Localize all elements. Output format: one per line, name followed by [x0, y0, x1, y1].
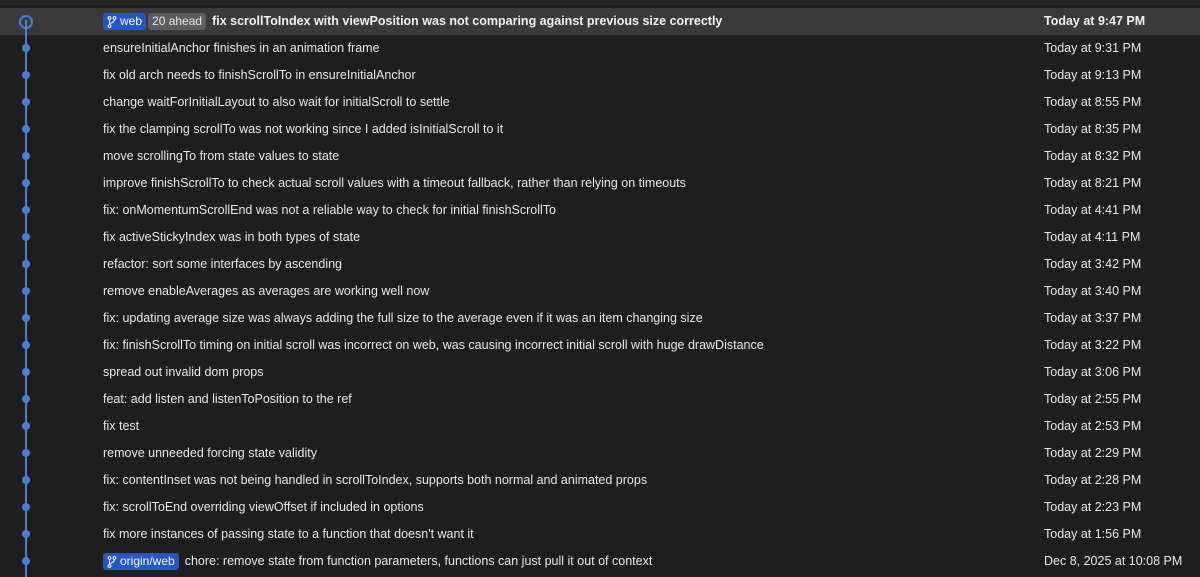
commit-row[interactable]	[0, 467, 1200, 494]
commit-date: Today at 2:28 PM	[1044, 473, 1142, 487]
commit-row[interactable]	[0, 278, 1200, 305]
commit-date: Today at 3:37 PM	[1044, 311, 1142, 325]
commit-row[interactable]	[0, 440, 1200, 467]
branch-icon	[107, 556, 117, 568]
commit-subject: fix: scrollToEnd overriding viewOffset if included in options	[103, 500, 424, 514]
commit-node[interactable]	[22, 395, 30, 403]
commit-date: Today at 2:55 PM	[1044, 392, 1142, 406]
branch-label: web	[120, 14, 143, 28]
commit-date: Today at 4:11 PM	[1044, 230, 1141, 244]
commit-subject: remove unneeded forcing state validity	[103, 446, 318, 460]
commit-row[interactable]	[0, 89, 1200, 116]
commit-subject: chore: remove state from function parameters, functions can just pull it out of context	[184, 554, 653, 568]
commit-subject: ensureInitialAnchor finishes in an animation frame	[103, 41, 380, 55]
branch-badge-web[interactable]	[103, 13, 146, 30]
commit-row[interactable]	[0, 224, 1200, 251]
commit-date: Today at 4:41 PM	[1044, 203, 1142, 217]
commit-subject: remove enableAverages as averages are working well now	[103, 284, 430, 298]
commit-subject: fix: finishScrollTo timing on initial scroll was incorrect on web, was causing incorrect initial scroll with huge drawDistance	[103, 338, 764, 352]
commit-row[interactable]	[0, 332, 1200, 359]
commit-subject: fix: onMomentumScrollEnd was not a reliable way to check for initial finishScrollTo	[103, 203, 556, 217]
commit-subject: refactor: sort some interfaces by ascending	[103, 257, 343, 271]
head-commit-node[interactable]	[19, 15, 33, 29]
commit-row[interactable]	[0, 359, 1200, 386]
commit-subject: fix test	[103, 419, 140, 433]
commit-date: Today at 9:47 PM	[1044, 14, 1146, 28]
commit-row[interactable]	[0, 251, 1200, 278]
commit-node[interactable]	[22, 503, 30, 511]
commit-subject: fix old arch needs to finishScrollTo in ensureInitialAnchor	[103, 68, 416, 82]
commit-node[interactable]	[22, 125, 30, 133]
commit-node[interactable]	[22, 233, 30, 241]
commit-subject: feat: add listen and listenToPosition to the ref	[103, 392, 352, 406]
commit-row[interactable]	[0, 62, 1200, 89]
commit-node[interactable]	[22, 530, 30, 538]
commit-subject: spread out invalid dom props	[103, 365, 264, 379]
commit-message	[103, 8, 722, 35]
branch-label: origin/web	[120, 554, 175, 568]
commit-date: Today at 9:31 PM	[1044, 41, 1142, 55]
commit-node[interactable]	[22, 476, 30, 484]
commit-row-selected[interactable]	[0, 8, 1200, 35]
commit-row[interactable]	[0, 170, 1200, 197]
commit-subject: change waitForInitialLayout to also wait for initialScroll to settle	[103, 95, 450, 109]
commit-subject: fix: updating average size was always adding the full size to the average even if it was an item changing size	[103, 311, 703, 325]
commit-node[interactable]	[22, 44, 30, 52]
commit-row[interactable]	[0, 548, 1200, 575]
commit-row[interactable]	[0, 413, 1200, 440]
commit-date: Today at 3:42 PM	[1044, 257, 1142, 271]
commit-subject: fix more instances of passing state to a function that doesn't want it	[103, 527, 474, 541]
commit-node[interactable]	[22, 422, 30, 430]
commit-date: Today at 8:21 PM	[1044, 176, 1142, 190]
commit-row[interactable]	[0, 143, 1200, 170]
commit-date: Today at 9:13 PM	[1044, 68, 1142, 82]
commit-date: Today at 3:06 PM	[1044, 365, 1142, 379]
branch-badge-origin-web[interactable]	[103, 553, 179, 570]
commit-row[interactable]	[0, 386, 1200, 413]
commit-row[interactable]	[0, 116, 1200, 143]
commit-subject: fix scrollToIndex with viewPosition was not comparing against previous size correctly	[212, 14, 723, 28]
commit-date: Today at 8:32 PM	[1044, 149, 1142, 163]
commit-date: Today at 8:55 PM	[1044, 95, 1142, 109]
commit-node[interactable]	[22, 260, 30, 268]
commit-subject: fix: contentInset was not being handled in scrollToIndex, supports both normal and animated props	[103, 473, 648, 487]
commit-node[interactable]	[22, 341, 30, 349]
commit-date: Today at 1:56 PM	[1044, 527, 1142, 541]
commit-row[interactable]	[0, 197, 1200, 224]
commit-subject: fix the clamping scrollTo was not working since I added isInitialScroll to it	[103, 122, 504, 136]
commit-date: Today at 2:23 PM	[1044, 500, 1142, 514]
commit-row[interactable]	[0, 494, 1200, 521]
commit-date: Today at 3:22 PM	[1044, 338, 1142, 352]
commit-node[interactable]	[22, 71, 30, 79]
toolbar-edge	[0, 0, 1200, 5]
commit-date: Today at 2:29 PM	[1044, 446, 1142, 460]
commit-subject: fix activeStickyIndex was in both types of state	[103, 230, 361, 244]
commit-subject: move scrollingTo from state values to state	[103, 149, 340, 163]
commit-node[interactable]	[22, 287, 30, 295]
commit-node[interactable]	[22, 314, 30, 322]
commit-node[interactable]	[22, 449, 30, 457]
commit-node[interactable]	[22, 98, 30, 106]
commit-row[interactable]	[0, 521, 1200, 548]
commit-node[interactable]	[22, 557, 30, 565]
commit-subject: improve finishScrollTo to check actual scroll values with a timeout fallback, rather than relying on timeouts	[103, 176, 686, 190]
branch-icon	[107, 16, 117, 28]
commit-node[interactable]	[22, 152, 30, 160]
commit-date: Today at 2:53 PM	[1044, 419, 1142, 433]
commit-date: Today at 8:35 PM	[1044, 122, 1142, 136]
ahead-badge: 20 ahead	[148, 13, 206, 30]
commit-message	[103, 548, 652, 575]
commit-node[interactable]	[22, 368, 30, 376]
commit-node[interactable]	[22, 206, 30, 214]
commit-date: Dec 8, 2025 at 10:08 PM	[1044, 554, 1183, 568]
commit-node[interactable]	[22, 179, 30, 187]
commit-row[interactable]	[0, 35, 1200, 62]
commit-date: Today at 3:40 PM	[1044, 284, 1142, 298]
commit-row[interactable]	[0, 305, 1200, 332]
